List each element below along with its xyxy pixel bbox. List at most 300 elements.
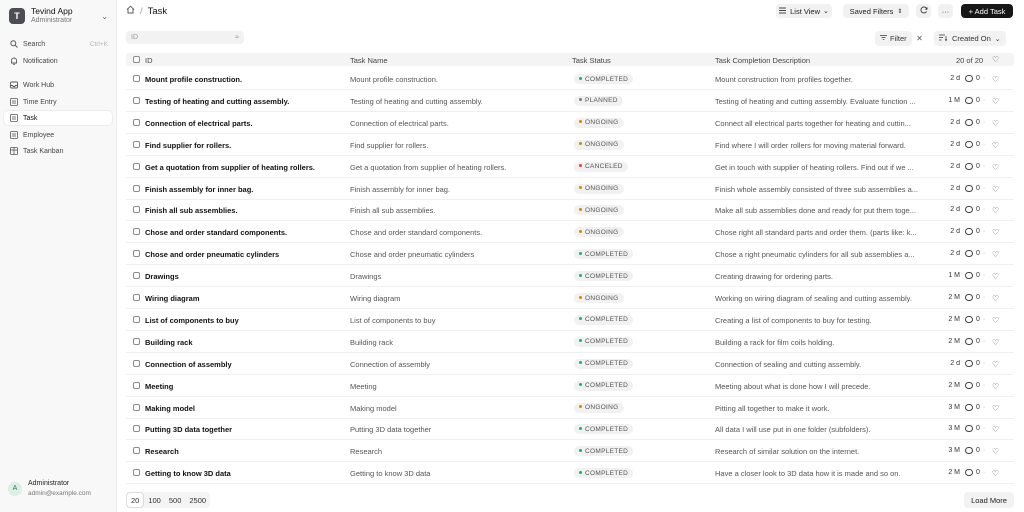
table-row[interactable]	[126, 90, 1014, 112]
row-checkbox[interactable]	[133, 250, 140, 257]
comment-count	[965, 469, 995, 476]
status-badge	[574, 227, 624, 237]
task-name: Chose and order pneumatic cylinders	[350, 250, 475, 260]
user-name: Administrator	[28, 480, 70, 487]
task-id[interactable]: Finish all sub assemblies.	[145, 206, 238, 216]
task-description: Finish whole assembly consisted of three sub assemblies a...	[715, 184, 919, 194]
comment-icon	[965, 294, 973, 301]
kanban-icon	[9, 147, 18, 156]
task-description: Pitting all together to make it work.	[715, 403, 830, 413]
status-text: COMPLETED	[585, 360, 629, 368]
comment-count-value: 0	[976, 228, 980, 236]
modified-age: 2 M	[948, 294, 960, 301]
row-checkbox[interactable]	[133, 206, 140, 213]
heart-icon[interactable]: ♡	[992, 294, 1000, 303]
task-id[interactable]: Building rack	[145, 337, 193, 347]
heart-icon[interactable]: ♡	[992, 206, 1000, 216]
task-description: Testing of heating and cutting assembly. Evaluate function ...	[715, 96, 916, 106]
comment-count-value: 0	[976, 403, 980, 411]
comment-icon	[965, 250, 973, 257]
separator-dot: ·	[982, 75, 986, 82]
app-switcher[interactable]	[6, 5, 112, 27]
comment-count	[965, 338, 995, 345]
comment-icon	[965, 163, 973, 170]
status-badge	[574, 140, 624, 150]
comment-count-value: 0	[976, 294, 980, 301]
table-row[interactable]	[126, 199, 1014, 221]
row-checkbox[interactable]	[133, 338, 140, 345]
column-header-description[interactable]: Task Completion Description	[715, 56, 811, 65]
status-text: COMPLETED	[585, 316, 629, 324]
status-badge	[574, 271, 633, 281]
task-name: Connection of assembly	[350, 359, 431, 369]
heart-icon[interactable]: ♡	[992, 184, 1000, 194]
status-badge	[574, 337, 633, 347]
status-badge	[574, 184, 624, 194]
comment-count-value: 0	[976, 140, 980, 148]
comment-count-value: 0	[976, 206, 980, 214]
sidebar-item-time-entry[interactable]	[4, 95, 112, 109]
status-text: ONGOING	[585, 141, 619, 149]
add-task-label: + Add Task	[968, 6, 1006, 16]
table-row[interactable]	[126, 112, 1014, 134]
refresh-icon	[920, 6, 928, 16]
comment-icon	[965, 360, 973, 367]
heart-icon[interactable]: ♡	[992, 425, 1000, 435]
comment-count	[965, 404, 995, 411]
row-checkbox[interactable]	[133, 360, 140, 367]
comment-count-value: 0	[976, 425, 980, 433]
task-name: Connection of electrical parts.	[350, 118, 449, 128]
heart-icon[interactable]: ♡	[992, 55, 1000, 64]
status-dot	[579, 120, 582, 123]
id-filter-input[interactable]	[126, 31, 244, 44]
status-text: COMPLETED	[585, 272, 629, 280]
row-checkbox[interactable]	[133, 97, 140, 104]
more-icon: ···	[941, 6, 950, 16]
status-dot	[579, 361, 582, 364]
chevron-down-icon: ⌄	[823, 8, 829, 15]
comment-icon	[965, 382, 973, 389]
table-row[interactable]	[126, 309, 1014, 331]
user-menu[interactable]	[8, 479, 91, 498]
comment-count-value: 0	[976, 250, 980, 258]
saved-filters-button[interactable]	[843, 4, 909, 18]
task-description: Connect all electrical parts together for heating and cuttin...	[715, 118, 911, 128]
chevron-updown-icon: ⇕	[897, 8, 903, 15]
task-name: Mount profile construction.	[350, 75, 438, 84]
separator-dot: ·	[982, 118, 986, 126]
sidebar-item-label: Task	[23, 114, 38, 122]
filter-icon	[880, 34, 887, 43]
search-shortcut: Ctrl+K	[89, 40, 108, 48]
row-checkbox[interactable]	[133, 272, 140, 279]
comment-count-value: 0	[976, 184, 980, 192]
status-text: ONGOING	[585, 294, 619, 302]
page-size-20[interactable]: 20	[126, 492, 144, 508]
comment-icon	[965, 404, 973, 411]
sidebar-item-label: Search	[23, 40, 46, 48]
comment-count-value: 0	[976, 359, 980, 367]
task-id[interactable]: Connection of assembly	[145, 359, 232, 369]
heart-icon[interactable]: ♡	[992, 359, 1000, 369]
task-description: Make all sub assemblies done and ready for put them toge...	[715, 206, 916, 216]
status-text: PLANNED	[585, 97, 618, 105]
table-row[interactable]	[126, 287, 1014, 309]
comment-count-value: 0	[976, 469, 980, 477]
task-id[interactable]: Wiring diagram	[145, 294, 200, 303]
list-view-icon	[779, 7, 786, 16]
status-badge	[574, 118, 624, 128]
row-count: 20 of 20	[956, 56, 984, 65]
sort-icon	[939, 34, 947, 43]
status-badge	[574, 315, 633, 325]
comment-icon	[965, 338, 973, 345]
status-dot	[579, 449, 582, 452]
clear-filter-button[interactable]	[912, 31, 927, 46]
table-row[interactable]	[126, 156, 1014, 178]
comment-count-value: 0	[976, 447, 980, 455]
modified-age: 3 M	[948, 447, 960, 455]
task-name: Get a quotation from supplier of heating rollers.	[350, 162, 507, 172]
status-dot	[579, 142, 582, 145]
task-name: Testing of heating and cutting assembly.	[350, 96, 483, 106]
modified-age: 2 M	[948, 315, 960, 323]
heart-icon[interactable]: ♡	[992, 75, 1000, 84]
heart-icon[interactable]: ♡	[992, 315, 1000, 325]
page-size-500[interactable]: 500	[168, 495, 182, 505]
comment-count	[965, 360, 995, 367]
comment-count-value: 0	[976, 118, 980, 126]
comment-count	[965, 382, 995, 389]
comment-count	[965, 206, 995, 213]
task-description: Creating drawing for ordering parts.	[715, 272, 833, 282]
task-id[interactable]: Meeting	[145, 381, 174, 391]
comment-icon	[965, 185, 973, 192]
table-row[interactable]	[126, 375, 1014, 397]
task-id[interactable]: Research	[145, 447, 179, 457]
avatar: A	[8, 482, 22, 496]
page-header	[118, 0, 1024, 22]
comment-count-value: 0	[976, 381, 980, 389]
table-row[interactable]	[126, 265, 1014, 287]
comment-icon	[965, 206, 973, 213]
column-header-id[interactable]: ID	[145, 56, 153, 65]
list-icon	[9, 114, 18, 123]
heart-icon[interactable]: ♡	[992, 228, 1000, 238]
column-header-task-status[interactable]: Task Status	[572, 56, 611, 65]
heart-icon[interactable]: ♡	[992, 403, 1000, 413]
status-dot	[579, 339, 582, 342]
separator-dot: ·	[982, 96, 986, 104]
separator-dot: ·	[982, 425, 986, 433]
table-row[interactable]	[126, 462, 1014, 484]
status-badge	[574, 74, 633, 84]
sidebar-item-label: Time Entry	[23, 98, 57, 106]
task-id[interactable]: Putting 3D data together	[145, 425, 233, 435]
table-row[interactable]	[126, 418, 1014, 440]
row-checkbox[interactable]	[133, 228, 140, 235]
task-description: Creating a list of components to buy for testing.	[715, 315, 872, 325]
modified-age: 2 M	[948, 381, 960, 389]
heart-icon[interactable]: ♡	[992, 250, 1000, 260]
table-row[interactable]	[126, 440, 1014, 462]
status-badge	[574, 249, 633, 259]
table-row[interactable]	[126, 331, 1014, 353]
heart-icon[interactable]: ♡	[992, 447, 1000, 457]
task-name: Research	[350, 447, 383, 457]
status-text: CANCELED	[585, 163, 623, 171]
status-text: COMPLETED	[585, 469, 629, 477]
row-checkbox[interactable]	[133, 469, 140, 476]
page-size-2500[interactable]: 2500	[189, 495, 207, 505]
heart-icon[interactable]: ♡	[992, 381, 1000, 391]
close-icon: ✕	[916, 34, 923, 43]
heart-icon[interactable]: ♡	[992, 469, 1000, 479]
sidebar-item-work-hub[interactable]	[4, 78, 112, 92]
row-checkbox[interactable]	[133, 75, 140, 82]
comment-icon	[965, 97, 973, 104]
table-header	[126, 53, 1014, 66]
filter-button[interactable]	[875, 31, 912, 46]
modified-age: 2 d	[950, 250, 960, 258]
breadcrumb-separator: /	[140, 5, 143, 17]
separator-dot: ·	[982, 315, 986, 323]
task-description: Connection of sealing and cutting assembly.	[715, 359, 862, 369]
comment-count	[965, 185, 995, 192]
chevron-down-icon: ⌄	[101, 11, 108, 21]
status-dot	[579, 230, 582, 233]
sidebar-item-search[interactable]	[4, 37, 112, 51]
load-more-button[interactable]: Load More	[964, 492, 1014, 508]
modified-age: 3 M	[948, 403, 960, 411]
comment-count	[965, 119, 995, 126]
comment-icon	[965, 316, 973, 323]
more-options-button[interactable]	[938, 4, 953, 18]
status-badge	[574, 381, 633, 391]
sidebar-item-label: Notification	[23, 57, 58, 65]
row-checkbox[interactable]	[133, 316, 140, 323]
inbox-icon	[9, 81, 18, 90]
heart-icon[interactable]: ♡	[992, 140, 1000, 150]
modified-age: 2 M	[948, 337, 960, 345]
filter-label: Filter	[890, 34, 907, 43]
status-dot	[579, 98, 582, 101]
status-dot	[579, 405, 582, 408]
task-id[interactable]: Find supplier for rollers.	[145, 140, 232, 150]
task-description: Get in touch with supplier of heating rollers. Find out if we ...	[715, 162, 914, 172]
select-all-checkbox[interactable]	[133, 56, 140, 63]
status-badge	[574, 205, 624, 215]
task-description: Building a rack for film coils holding.	[715, 337, 835, 347]
separator-dot: ·	[982, 272, 986, 280]
status-text: ONGOING	[585, 206, 619, 214]
task-id[interactable]: Finish assembly for inner bag.	[145, 184, 254, 194]
task-description: Chose right all standard parts and order them. (parts like: k...	[715, 228, 917, 238]
separator-dot: ·	[982, 447, 986, 455]
list-icon	[9, 98, 18, 107]
separator-dot: ·	[982, 162, 986, 170]
app-logo: T	[9, 8, 25, 24]
row-checkbox[interactable]	[133, 294, 140, 301]
separator-dot: ·	[982, 228, 986, 236]
status-text: COMPLETED	[585, 338, 629, 346]
task-id[interactable]: Chose and order standard components.	[145, 228, 288, 238]
task-name: Putting 3D data together	[350, 425, 432, 435]
sort-label: Created On	[952, 34, 991, 43]
view-switcher-button[interactable]	[776, 4, 832, 18]
task-description: Find where I will order rollers for moving material forward.	[715, 140, 906, 150]
separator-dot: ·	[982, 184, 986, 192]
status-dot	[579, 427, 582, 430]
comment-count	[965, 163, 995, 170]
separator-dot: ·	[982, 381, 986, 389]
status-text: COMPLETED	[585, 382, 629, 390]
page-size-selector	[126, 492, 210, 508]
table-row[interactable]	[126, 68, 1014, 90]
comment-count-value: 0	[976, 337, 980, 345]
comment-count-value: 0	[976, 162, 980, 170]
sidebar-item-label: Task Kanban	[23, 147, 64, 155]
status-text: COMPLETED	[585, 425, 629, 433]
chevron-down-icon: ⌄	[994, 35, 1001, 43]
separator-dot: ·	[982, 469, 986, 477]
task-name: Meeting	[350, 381, 377, 391]
row-checkbox[interactable]	[133, 425, 140, 432]
row-checkbox[interactable]	[133, 141, 140, 148]
heart-icon[interactable]: ♡	[992, 162, 1000, 172]
comment-count	[965, 294, 995, 301]
table-row[interactable]	[126, 353, 1014, 375]
heart-icon[interactable]: ♡	[992, 272, 1000, 282]
task-id[interactable]: Connection of electrical parts.	[145, 118, 253, 128]
add-task-button[interactable]	[961, 4, 1013, 18]
comment-count-value: 0	[976, 272, 980, 280]
modified-age: 2 d	[950, 118, 960, 126]
row-checkbox[interactable]	[133, 163, 140, 170]
status-badge	[574, 359, 633, 369]
status-dot	[579, 164, 582, 167]
status-text: COMPLETED	[585, 75, 629, 83]
comment-count	[965, 272, 995, 279]
search-icon	[9, 40, 18, 49]
status-text: ONGOING	[585, 185, 619, 192]
page-size-100[interactable]: 100	[148, 495, 161, 505]
task-description: Meeting about what is done how I will precede.	[715, 381, 871, 391]
task-id[interactable]: Get a quotation from supplier of heating rollers.	[145, 162, 316, 172]
comment-icon	[965, 75, 973, 82]
sidebar-item-notification[interactable]	[4, 54, 112, 68]
heart-icon[interactable]: ♡	[992, 337, 1000, 347]
modified-age: 2 M	[948, 469, 960, 477]
sidebar-item-employee[interactable]	[4, 128, 112, 142]
separator-dot: ·	[982, 359, 986, 367]
row-checkbox[interactable]	[133, 119, 140, 126]
sort-button[interactable]	[934, 31, 1006, 46]
status-badge	[574, 446, 633, 456]
task-id[interactable]: Mount profile construction.	[145, 75, 243, 84]
status-text: COMPLETED	[585, 447, 629, 455]
task-name: Getting to know 3D data	[350, 469, 431, 479]
comment-icon	[965, 447, 973, 454]
modified-age: 2 d	[950, 206, 960, 214]
task-id[interactable]: Making model	[145, 403, 196, 413]
comment-count	[965, 97, 995, 104]
comment-count	[965, 75, 995, 82]
task-id[interactable]: Chose and order pneumatic cylinders	[145, 250, 280, 260]
status-dot	[579, 317, 582, 320]
comment-count	[965, 228, 995, 235]
app-name: Tevind App	[31, 6, 73, 16]
task-name: Find supplier for rollers.	[350, 140, 429, 150]
status-text: ONGOING	[585, 228, 619, 236]
page-title[interactable]: Task	[147, 5, 168, 17]
comment-icon	[965, 469, 973, 476]
row-checkbox[interactable]	[133, 185, 140, 192]
task-id[interactable]: Testing of heating and cutting assembly.	[145, 96, 290, 106]
comment-icon	[965, 272, 973, 279]
task-id[interactable]: Getting to know 3D data	[145, 469, 231, 479]
task-name: Finish all sub assemblies.	[350, 206, 436, 216]
task-id[interactable]: List of components to buy	[145, 315, 239, 325]
comment-count	[965, 250, 995, 257]
refresh-button[interactable]	[916, 4, 931, 18]
table-row[interactable]	[126, 134, 1014, 156]
status-badge	[574, 162, 628, 172]
view-label: List View	[790, 6, 820, 16]
bell-icon	[9, 57, 18, 66]
row-checkbox[interactable]	[133, 404, 140, 411]
table-row[interactable]	[126, 221, 1014, 243]
modified-age: 3 M	[948, 425, 960, 433]
task-description: Have a closer look to 3D data how it is made and so on.	[715, 469, 901, 479]
comment-icon	[965, 228, 973, 235]
home-icon[interactable]	[126, 5, 135, 17]
status-dot	[579, 471, 582, 474]
task-name: Wiring diagram	[350, 294, 401, 303]
separator-dot: ·	[982, 403, 986, 411]
modified-age: 2 d	[950, 184, 960, 192]
heart-icon[interactable]: ♡	[992, 96, 1000, 106]
task-description: Mount construction from profiles together.	[715, 75, 853, 84]
comment-count	[965, 425, 995, 432]
status-text: COMPLETED	[585, 250, 629, 258]
status-badge	[574, 468, 633, 478]
separator-dot: ·	[982, 206, 986, 214]
status-dot	[579, 208, 582, 211]
breadcrumb	[126, 5, 167, 17]
column-header-task-name[interactable]: Task Name	[350, 56, 388, 65]
row-checkbox[interactable]	[133, 382, 140, 389]
heart-icon[interactable]: ♡	[992, 118, 1000, 128]
filter-icon: ≈	[235, 34, 239, 41]
comment-count-value: 0	[976, 96, 980, 104]
sidebar-item-task-kanban[interactable]	[4, 144, 112, 158]
comment-count-value: 0	[976, 75, 980, 82]
task-id[interactable]: Drawings	[145, 272, 179, 282]
sidebar-item-label: Work Hub	[23, 81, 54, 89]
modified-age: 1 M	[948, 96, 960, 104]
comment-icon	[965, 425, 973, 432]
row-checkbox[interactable]	[133, 447, 140, 454]
table-row[interactable]	[126, 243, 1014, 265]
task-name: Drawings	[350, 272, 382, 282]
table-row[interactable]	[126, 397, 1014, 419]
sidebar-item-task[interactable]	[4, 111, 112, 125]
table-row[interactable]	[126, 178, 1014, 200]
status-dot	[579, 296, 582, 299]
status-dot	[579, 186, 582, 189]
